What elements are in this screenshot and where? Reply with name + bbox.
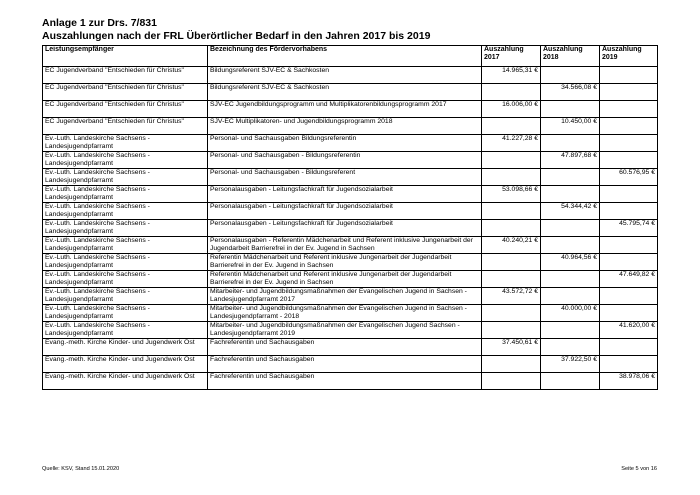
cell-project: Personal- und Sachausgaben Bildungsreferentin xyxy=(208,135,482,152)
cell-recipient: Evang.-meth. Kirche Kinder- und Jugendwerk Ost xyxy=(43,339,208,356)
cell-amount-2019 xyxy=(600,118,658,135)
document-subtitle: Auszahlungen nach der FRL Überörtlicher Bedarf in den Jahren 2017 bis 2019 xyxy=(42,30,431,42)
cell-amount-2017 xyxy=(482,271,541,288)
cell-amount-2019 xyxy=(600,254,658,271)
cell-recipient: Ev.-Luth. Landeskirche Sachsens - Landesjugendpfarramt xyxy=(43,152,208,169)
table-row xyxy=(43,322,658,339)
table-row xyxy=(43,152,658,169)
cell-amount-2018: 34.566,08 € xyxy=(541,84,600,101)
cell-amount-2017 xyxy=(482,203,541,220)
cell-amount-2017: 53.098,66 € xyxy=(482,186,541,203)
table-row xyxy=(43,237,658,254)
cell-amount-2017 xyxy=(482,220,541,237)
document-title: Anlage 1 zur Drs. 7/831 xyxy=(42,17,157,29)
cell-amount-2017: 41.227,28 € xyxy=(482,135,541,152)
cell-amount-2019 xyxy=(600,203,658,220)
cell-recipient: EC Jugendverband "Entschieden für Christus" xyxy=(43,118,208,135)
cell-project: Referentin Mädchenarbeit und Referent inklusive Jungenarbeit der Jugendarbeit Barrierefrei in der Ev. Jugend in Sachsen xyxy=(208,271,482,288)
cell-amount-2017: 16.006,00 € xyxy=(482,101,541,118)
cell-amount-2019 xyxy=(600,305,658,322)
cell-project: Personalausgaben - Leitungsfachkraft für Jugendsozialarbeit xyxy=(208,203,482,220)
cell-amount-2019 xyxy=(600,84,658,101)
cell-project: Fachreferentin und Sachausgaben xyxy=(208,373,482,390)
cell-amount-2018: 40.000,00 € xyxy=(541,305,600,322)
cell-amount-2019 xyxy=(600,237,658,254)
table-row xyxy=(43,339,658,356)
table-row xyxy=(43,203,658,220)
cell-project: Personal- und Sachausgaben - Bildungsreferent xyxy=(208,169,482,186)
cell-amount-2018 xyxy=(541,373,600,390)
cell-recipient: Ev.-Luth. Landeskirche Sachsens - Landesjugendpfarramt xyxy=(43,288,208,305)
cell-project: SJV-EC Jugendbildungsprogramm und Multiplikatorenbildungsprogramm 2017 xyxy=(208,101,482,118)
table-row xyxy=(43,220,658,237)
cell-project: Personal- und Sachausgaben - Bildungsreferentin xyxy=(208,152,482,169)
cell-recipient: EC Jugendverband "Entschieden für Christus" xyxy=(43,67,208,84)
cell-recipient: Ev.-Luth. Landeskirche Sachsens - Landesjugendpfarramt xyxy=(43,254,208,271)
cell-amount-2018: 40.964,56 € xyxy=(541,254,600,271)
table-row xyxy=(43,101,658,118)
cell-recipient: Ev.-Luth. Landeskirche Sachsens - Landesjugendpfarramt xyxy=(43,271,208,288)
cell-amount-2017: 14.965,31 € xyxy=(482,67,541,84)
cell-amount-2017 xyxy=(482,152,541,169)
cell-amount-2018 xyxy=(541,237,600,254)
cell-amount-2018: 10.450,00 € xyxy=(541,118,600,135)
cell-amount-2018 xyxy=(541,220,600,237)
cell-recipient: Ev.-Luth. Landeskirche Sachsens - Landesjugendpfarramt xyxy=(43,220,208,237)
table-row xyxy=(43,373,658,390)
cell-recipient: EC Jugendverband "Entschieden für Christus" xyxy=(43,84,208,101)
cell-amount-2019 xyxy=(600,339,658,356)
cell-recipient: Evang.-meth. Kirche Kinder- und Jugendwerk Ost xyxy=(43,356,208,373)
table-row xyxy=(43,118,658,135)
table-row xyxy=(43,271,658,288)
table-row xyxy=(43,67,658,84)
cell-recipient: Ev.-Luth. Landeskirche Sachsens - Landesjugendpfarramt xyxy=(43,169,208,186)
cell-project: Mitarbeiter- und Jugendbildungsmaßnahmen der Evangelischen Jugend in Sachsen - Landesjugendpfarramt - 2018 xyxy=(208,305,482,322)
table-row xyxy=(43,135,658,152)
table-row xyxy=(43,186,658,203)
cell-recipient: Ev.-Luth. Landeskirche Sachsens - Landesjugendpfarramt xyxy=(43,305,208,322)
cell-project: Bildungsreferent SJV-EC & Sachkosten xyxy=(208,67,482,84)
cell-amount-2017 xyxy=(482,373,541,390)
cell-amount-2019 xyxy=(600,67,658,84)
cell-amount-2019 xyxy=(600,101,658,118)
cell-amount-2018 xyxy=(541,322,600,339)
cell-project: Personalausgaben - Referentin Mädchenarbeit und Referent inklusive Jungenarbeit der Jugendarbeit Barrierefrei in der Ev. Jugend in Sachsen xyxy=(208,237,482,254)
table-body xyxy=(43,67,658,390)
cell-recipient: Ev.-Luth. Landeskirche Sachsens - Landesjugendpfarramt xyxy=(43,237,208,254)
cell-amount-2019 xyxy=(600,152,658,169)
cell-amount-2018: 54.344,42 € xyxy=(541,203,600,220)
cell-amount-2017: 37.450,61 € xyxy=(482,339,541,356)
cell-amount-2018 xyxy=(541,271,600,288)
cell-amount-2018 xyxy=(541,169,600,186)
cell-amount-2018: 47.897,68 € xyxy=(541,152,600,169)
cell-project: Bildungsreferent SJV-EC & Sachkosten xyxy=(208,84,482,101)
cell-project: Fachreferentin und Sachausgaben xyxy=(208,339,482,356)
cell-project: SJV-EC Multiplikatoren- und Jugendbildungsprogramm 2018 xyxy=(208,118,482,135)
cell-project: Referentin Mädchenarbeit und Referent inklusive Jungenarbeit der Jugendarbeit Barrierefrei in der Ev. Jugend in Sachsen xyxy=(208,254,482,271)
cell-project: Fachreferentin und Sachausgaben xyxy=(208,356,482,373)
column-header-2017: Auszahlung 2017 xyxy=(482,46,541,67)
table-header-row xyxy=(43,46,658,67)
column-header-2018: Auszahlung 2018 xyxy=(541,46,600,67)
cell-amount-2019 xyxy=(600,186,658,203)
cell-recipient: Ev.-Luth. Landeskirche Sachsens - Landesjugendpfarramt xyxy=(43,322,208,339)
cell-amount-2017: 43.572,72 € xyxy=(482,288,541,305)
cell-amount-2019: 47.649,82 € xyxy=(600,271,658,288)
cell-amount-2019 xyxy=(600,356,658,373)
cell-project: Personalausgaben - Leitungsfachkraft für Jugendsozialarbeit xyxy=(208,220,482,237)
table-row xyxy=(43,288,658,305)
table-row xyxy=(43,254,658,271)
page-number: Seite 5 von 16 xyxy=(621,466,657,472)
cell-amount-2018 xyxy=(541,186,600,203)
cell-amount-2019: 45.795,74 € xyxy=(600,220,658,237)
column-header-2019: Auszahlung 2019 xyxy=(600,46,658,67)
cell-amount-2018: 37.922,50 € xyxy=(541,356,600,373)
cell-amount-2018 xyxy=(541,288,600,305)
column-header-recipient: Leistungsempfänger xyxy=(43,46,208,67)
cell-recipient: Evang.-meth. Kirche Kinder- und Jugendwerk Ost xyxy=(43,373,208,390)
cell-amount-2018 xyxy=(541,135,600,152)
cell-amount-2017 xyxy=(482,322,541,339)
cell-amount-2017 xyxy=(482,118,541,135)
cell-amount-2019: 38.978,06 € xyxy=(600,373,658,390)
cell-amount-2019: 41.620,00 € xyxy=(600,322,658,339)
cell-amount-2017 xyxy=(482,356,541,373)
table-row xyxy=(43,84,658,101)
cell-amount-2017 xyxy=(482,169,541,186)
cell-recipient: Ev.-Luth. Landeskirche Sachsens - Landesjugendpfarramt xyxy=(43,186,208,203)
cell-recipient: Ev.-Luth. Landeskirche Sachsens - Landesjugendpfarramt xyxy=(43,203,208,220)
cell-recipient: Ev.-Luth. Landeskirche Sachsens - Landesjugendpfarramt xyxy=(43,135,208,152)
cell-amount-2017 xyxy=(482,305,541,322)
cell-amount-2018 xyxy=(541,101,600,118)
column-header-project: Bezeichnung des Fördervorhabens xyxy=(208,46,482,67)
cell-amount-2018 xyxy=(541,339,600,356)
cell-amount-2017 xyxy=(482,84,541,101)
cell-amount-2017 xyxy=(482,254,541,271)
cell-recipient: EC Jugendverband "Entschieden für Christus" xyxy=(43,101,208,118)
cell-amount-2019 xyxy=(600,288,658,305)
cell-project: Personalausgaben - Leitungsfachkraft für Jugendsozialarbeit xyxy=(208,186,482,203)
table-row xyxy=(43,356,658,373)
cell-amount-2019: 60.576,95 € xyxy=(600,169,658,186)
source-note: Quelle: KSV, Stand 15.01.2020 xyxy=(42,466,120,472)
cell-amount-2019 xyxy=(600,135,658,152)
cell-project: Mitarbeiter- und Jugendbildungsmaßnahmen der Evangelischen Jugend in Sachsen - Landesjugendpfarramt 2017 xyxy=(208,288,482,305)
table-row xyxy=(43,305,658,322)
cell-project: Mitarbeiter- und Jugendbildungsmaßnahmen der Evangelischen Jugend Sachsen - Landesjugendpfarramt 2019 xyxy=(208,322,482,339)
table-row xyxy=(43,169,658,186)
cell-amount-2018 xyxy=(541,67,600,84)
payments-table xyxy=(42,45,658,390)
cell-amount-2017: 40.240,21 € xyxy=(482,237,541,254)
